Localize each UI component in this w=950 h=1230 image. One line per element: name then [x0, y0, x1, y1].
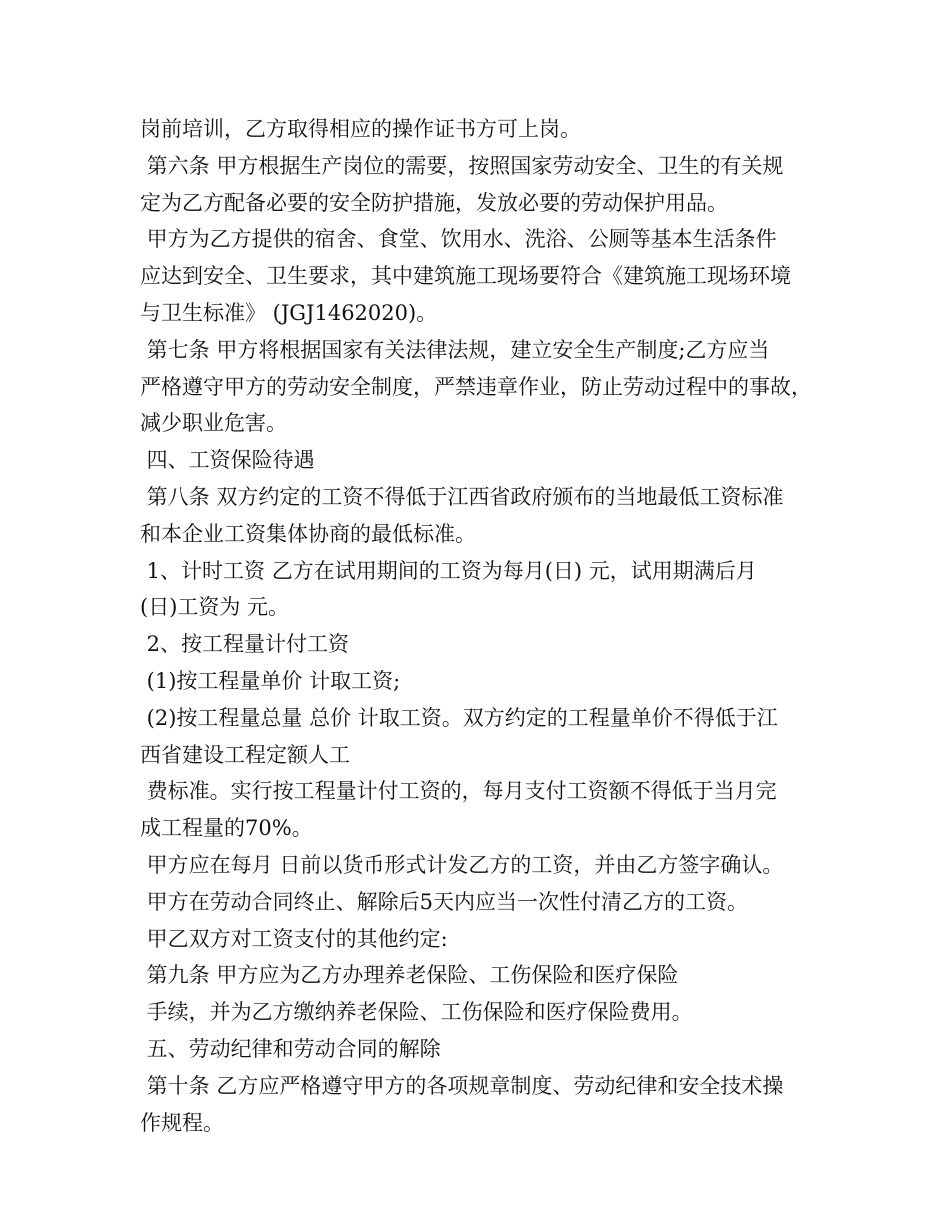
text-line-1: 岗前培训，乙方取得相应的操作证书方可上岗。 [140, 117, 581, 141]
text-line-11: 第八条 双方约定的工资不得低于江西省政府颁布的当地最低工资标准 [140, 484, 784, 509]
text-line-15: 2、按工程量计付工资 [140, 632, 350, 657]
text-line-19: 费标准。实行按工程量计付工资的，每月支付工资额不得低于当月完 [140, 779, 777, 804]
text-line-20: 成工程量的70%。 [140, 816, 313, 841]
text-line-23: 甲乙双方对工资支付的其他约定: [140, 926, 448, 951]
section-heading-discipline: 五、劳动纪律和劳动合同的解除 [140, 1036, 441, 1061]
text-line-12: 和本企业工资集体协商的最低标准。 [140, 521, 476, 546]
text-line-25: 手续，并为乙方缴纳养老保险、工伤保险和医疗保险费用。 [140, 1000, 693, 1025]
text-line-13: 1、计时工资 乙方在试用期间的工资为每月(日) 元，试用期满后月 [140, 558, 757, 583]
text-line-16: (1)按工程量单价 计取工资; [140, 668, 401, 693]
text-line-5: 应达到安全、卫生要求，其中建筑施工现场要符合《建筑施工现场环境 [140, 264, 791, 289]
text-line-27: 第十条 乙方应严格遵守甲方的各项规章制度、劳动纪律和安全技术操 [140, 1073, 784, 1098]
text-line-8: 严格遵守甲方的劳动安全制度，严禁违章作业，防止劳动过程中的事故， [140, 374, 812, 399]
text-line-6: 与卫生标准》 (JGJ1462020)。 [140, 300, 438, 325]
text-line-18: 西省建设工程定额人工 [140, 742, 350, 767]
text-line-17: (2)按工程量总量 总价 计取工资。双方约定的工程量单价不得低于江 [140, 705, 778, 730]
text-line-24: 第九条 甲方应为乙方办理养老保险、工伤保险和医疗保险 [140, 963, 679, 988]
text-line-3: 定为乙方配备必要的安全防护措施，发放必要的劳动保护用品。 [140, 190, 728, 215]
text-line-22: 甲方在劳动合同终止、解除后5天内应当一次性付清乙方的工资。 [140, 889, 749, 914]
section-heading-wage-insurance: 四、工资保险待遇 [140, 448, 315, 473]
text-line-28: 作规程。 [140, 1110, 224, 1135]
text-line-14: (日)工资为 元。 [140, 595, 290, 620]
text-line-4: 甲方为乙方提供的宿舍、食堂、饮用水、洗浴、公厕等基本生活条件 [140, 227, 777, 252]
text-line-21: 甲方应在每月 日前以货币形式计发乙方的工资，并由乙方签字确认。 [140, 852, 784, 877]
text-line-9: 减少职业危害。 [140, 411, 287, 436]
contract-body-text [140, 111, 840, 1141]
text-line-7: 第七条 甲方将根据国家有关法律法规，建立安全生产制度;乙方应当 [140, 337, 770, 362]
text-line-2: 第六条 甲方根据生产岗位的需要，按照国家劳动安全、卫生的有关规 [140, 153, 784, 178]
